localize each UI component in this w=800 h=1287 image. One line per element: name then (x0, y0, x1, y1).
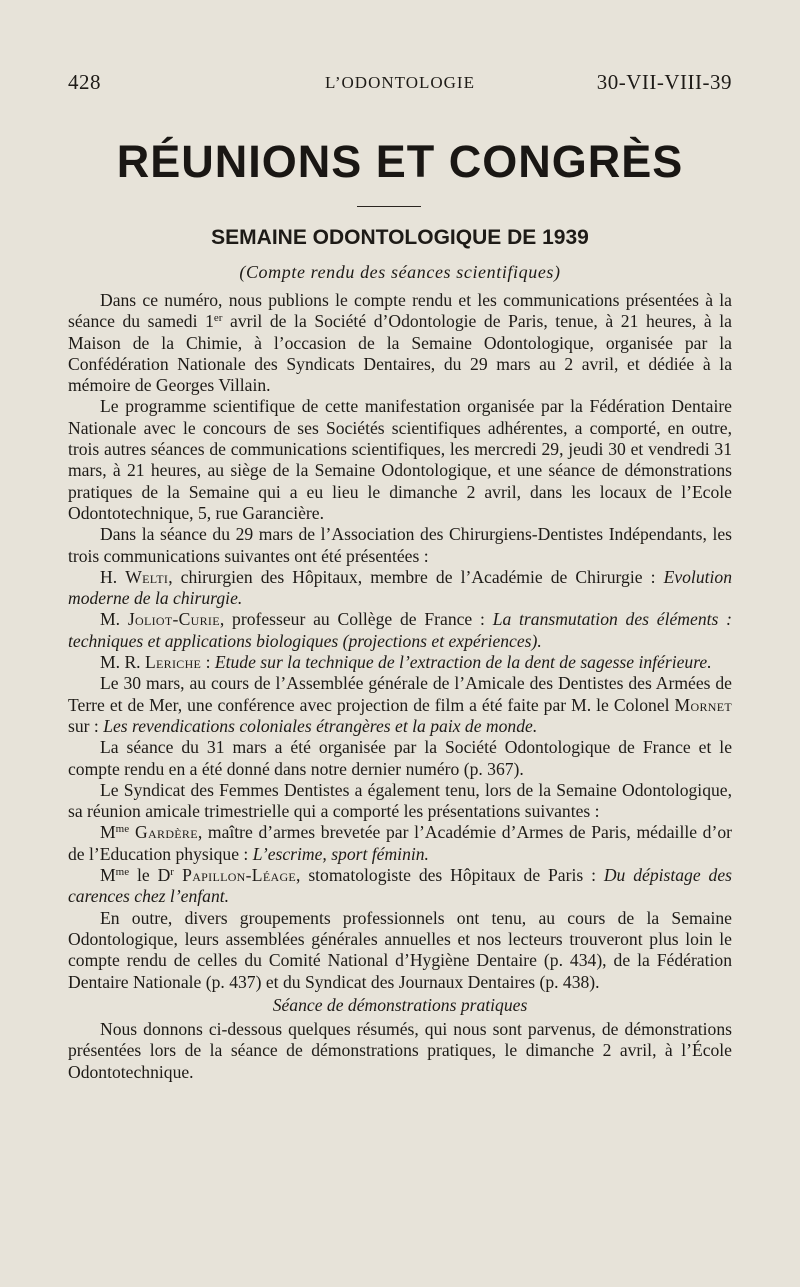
text-run: M (100, 865, 116, 886)
text-run: , stomatologiste des Hôpitaux de Paris : (296, 865, 604, 886)
author-name: Mornet (674, 694, 732, 715)
communication-item (68, 822, 732, 865)
paragraph-groupements: En outre, divers groupements professionnels ont tenu, au cours de la Semaine Odontologique, leurs assemblées générales annuelles et nos lecteurs trouveront plus loin le compte rendu de celles du Comité National d’Hygiène Dentaire (p. 434), de la Fédération Dentaire Nationale (p. 437) et du Syndicat des Journaux Dentaires (p. 438). (68, 907, 732, 992)
paragraph-intro (68, 290, 732, 396)
running-title: L’ODONTOLOGIE (325, 73, 475, 92)
paragraph-resumes: Nous donnons ci-dessous quelques résumés, qui nous sont parvenus, de démonstrations présentées lors de la séance de démonstrations pratiques, le dimanche 2 avril, à l’École Odontotechnique. (68, 1019, 732, 1082)
communication-title: Etude sur la technique de l’extraction de la dent de sagesse inférieure. (214, 652, 712, 673)
text-run: M. R. (100, 652, 145, 673)
text-run: , professeur au Collège de France : (219, 609, 493, 630)
communication-item (68, 652, 732, 673)
text-run: sur : (68, 715, 104, 736)
superscript: r (170, 866, 174, 879)
issue-date: 30-VII-VIII-39 (596, 70, 732, 94)
communication-item (68, 567, 732, 610)
paragraph-31-mars: La séance du 31 mars a été organisée par la Société Odontologique de France et le compte rendu en a été donné dans notre dernier numéro (p. 367). (68, 737, 732, 779)
author-name: Welti (125, 566, 169, 587)
paragraph-programme: Le programme scientifique de cette manifestation organisée par la Fédération Dentaire Nationale avec le concours de ses Sociétés scientifiques adhérentes, a comporté, en outre, trois autres séances de communications scientifiques, les mercredi 29, jeudi 30 et vendredi 31 mars, à 21 heures, au siège de la Semaine Odontologique, et une séance de démonstrations pratiques de la Semaine qui a eu lieu le dimanche 2 avril, dans les locaux de l’Ecole Odontotechnique, 5, rue Garancière. (68, 396, 732, 523)
section-heading: Séance de démonstrations pratiques (272, 994, 528, 1015)
text-run: M. (100, 609, 128, 630)
communication-item (68, 609, 732, 652)
communication-title: Du dépistage des carences chez l’enfant. (68, 865, 732, 907)
article-body (68, 290, 732, 1083)
text-run: H. (100, 566, 126, 587)
superscript: me (115, 823, 130, 836)
paragraph-syndicat: Le Syndicat des Femmes Dentistes a également tenu, lors de la Semaine Odontologique, sa réunion amicale trimestrielle qui a comporté les présentations suivantes : (68, 779, 732, 822)
title-divider (357, 206, 421, 207)
page-title: RÉUNIONS ET CONGRÈS (116, 136, 684, 187)
article-caption: (Compte rendu des séances scientifiques) (239, 262, 561, 282)
paragraph-association: Dans la séance du 29 mars de l’Association des Chirurgiens-Dentistes Indépendants, les trois communications suivantes ont été présentées : (68, 524, 732, 566)
text-run: le D (129, 865, 171, 886)
text-run: M (100, 822, 116, 843)
article-heading: SEMAINE ODONTOLOGIQUE DE 1939 (211, 226, 589, 249)
text-run: , maître d’armes brevetée par l’Académie d’Armes de Paris, médaille d’or de l’Education physique : (68, 822, 732, 864)
communication-item (68, 865, 732, 908)
communication-title: La transmutation des éléments : techniques et applications biologiques (projections et expériences). (68, 609, 732, 651)
author-name: Papillon-Léage (173, 865, 297, 886)
superscript: er (213, 312, 223, 325)
text-run: : (201, 652, 215, 673)
author-name: Joliot-Curie (127, 609, 220, 630)
author-name: Leriche (144, 652, 202, 673)
running-header (68, 70, 732, 100)
superscript: me (115, 866, 130, 879)
author-name: Gardère (129, 822, 198, 843)
communication-title: L’escrime, sport féminin. (252, 843, 429, 864)
text-run: Le 30 mars, au cours de l’Assemblée générale de l’Amicale des Dentistes des Armées de Terre et de Mer, une conférence avec projection de film a été faite par M. le Colonel (68, 673, 732, 715)
text-run: Dans ce numéro, nous publions le compte rendu et les communications présentées à la séance du samedi 1 (68, 290, 732, 332)
text-run: avril de la Société d’Odontologie de Paris, tenue, à 21 heures, à la Maison de la Chimie, à l’occasion de la Semaine Odontologique, organisée par la Confédération Nationale des Syndicats Dentaires, du 29 mars au 2 avril, et dédiée à la mémoire de Georges Villain. (68, 311, 732, 396)
paragraph-amicale (68, 673, 732, 737)
text-run: , chirurgien des Hôpitaux, membre de l’Académie de Chirurgie : (168, 566, 664, 587)
page-number: 428 (68, 70, 101, 94)
communication-title: Les revendications coloniales étrangères et la paix de monde. (103, 715, 538, 736)
communication-title: Evolution moderne de la chirurgie. (68, 566, 732, 609)
